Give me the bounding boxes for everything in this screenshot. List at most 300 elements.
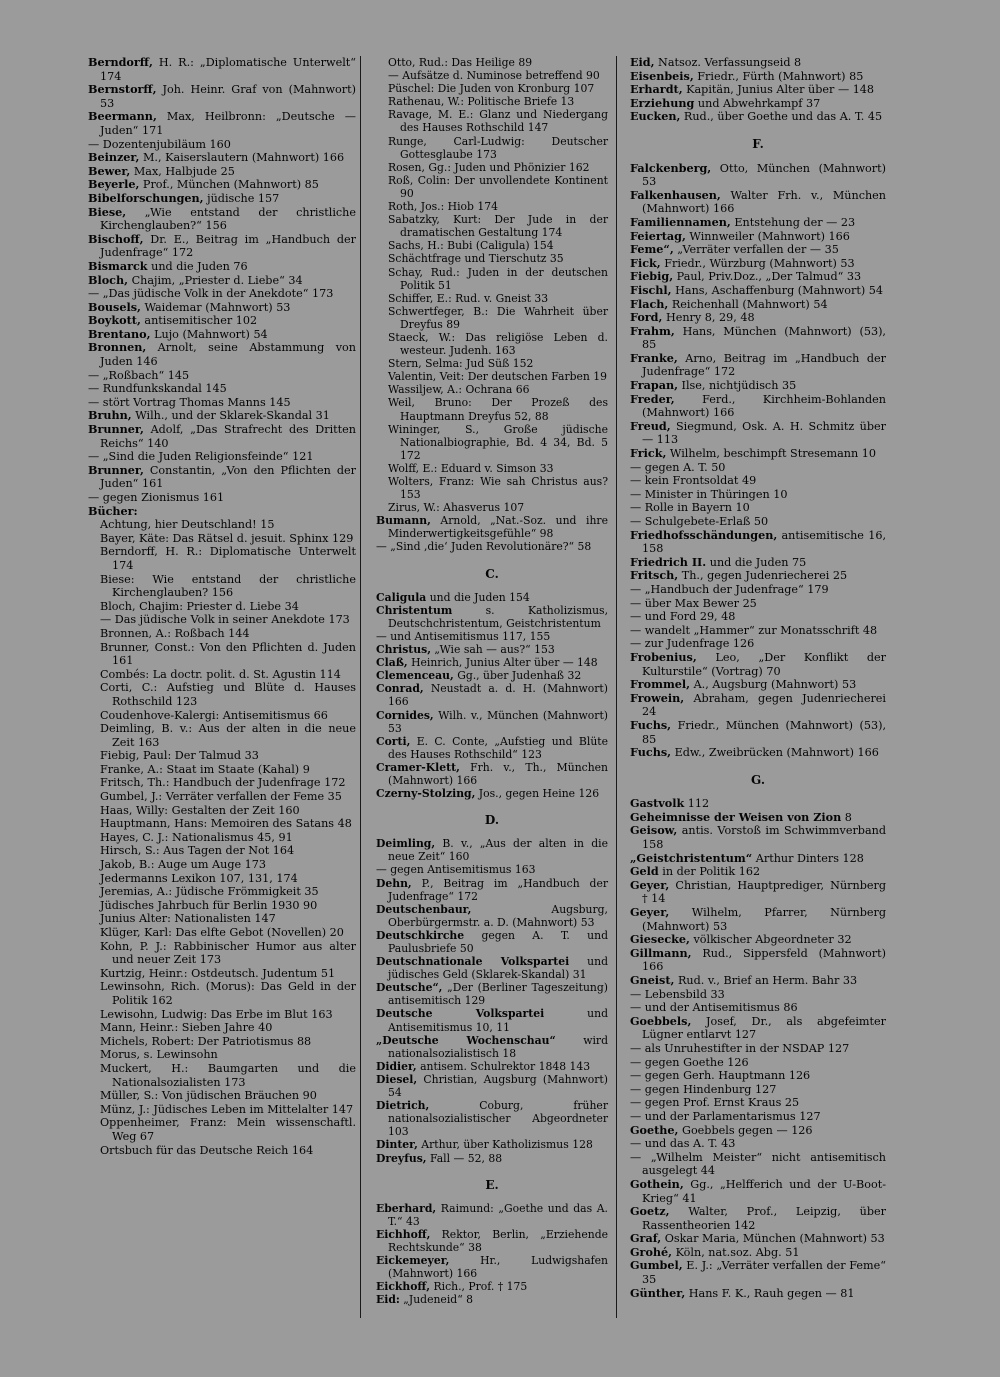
entry-text: — Schulgebete-Erlaß 50	[630, 515, 769, 528]
index-entry	[630, 216, 886, 230]
index-entry	[630, 824, 886, 851]
index-entry	[88, 423, 356, 450]
entry-text: — gegen Gerh. Hauptmann 126	[630, 1069, 811, 1083]
index-entry	[630, 879, 886, 906]
entry-text: und die Juden 154	[426, 590, 530, 604]
entry-heading: Bücher:	[88, 503, 138, 518]
index-entry	[376, 682, 608, 708]
entry-text: gegen A. T. und Paulusbriefe 50	[388, 928, 608, 955]
entry-heading: Geyer,	[630, 905, 670, 920]
entry-text: Hr., Ludwigshafen (Mahnwort) 166	[388, 1254, 608, 1281]
entry-text: Leo, „Der Konflikt der Kulturstile“ (Vortrag) 70	[642, 650, 886, 678]
index-entry	[630, 1246, 886, 1260]
entry-heading: Fischl,	[630, 282, 672, 297]
entry-text: antisemitischer 102	[140, 314, 258, 328]
entry-heading: Bloch,	[88, 272, 129, 287]
index-entry	[630, 474, 886, 488]
index-entry	[376, 423, 608, 462]
entry-heading: Eucken,	[630, 109, 681, 124]
entry-heading: Dehn,	[376, 876, 412, 890]
index-entry	[88, 274, 356, 288]
index-entry	[88, 831, 356, 845]
entry-text: Jakob, B.: Auge um Auge 173	[100, 858, 267, 872]
index-entry	[630, 556, 886, 570]
entry-text: 112	[684, 797, 710, 811]
entry-heading: Brentano,	[88, 326, 151, 341]
entry-text: P., Beitrag im „Handbuch der Judenfrage“ 172	[388, 876, 608, 903]
entry-text: Henry 8, 29, 48	[662, 311, 755, 325]
index-entry	[376, 1152, 608, 1165]
entry-text: Bloch, Chajim: Priester d. Liebe 34	[100, 599, 299, 613]
entry-text: — und der Parlamentarismus 127	[630, 1109, 821, 1123]
entry-text: Kapitän, Junius Alter über — 148	[682, 83, 875, 97]
index-entry	[630, 719, 886, 746]
index-entry	[88, 980, 356, 1007]
entry-text: Ferd., Kirchheim-Bohlanden (Mahnwort) 166	[642, 392, 886, 420]
index-entry	[88, 600, 356, 614]
entry-text: Schay, Rud.: Juden in der deutschen Politik 51	[388, 265, 608, 292]
entry-text: Klüger, Karl: Das elfte Gebot (Novellen) 20	[100, 926, 344, 939]
index-entry	[88, 573, 356, 600]
entry-text: — kein Frontsoldat 49	[630, 474, 757, 488]
entry-text: Michels, Robert: Der Patriotismus 88	[100, 1034, 312, 1048]
entry-text: — gegen Hindenburg 127	[630, 1082, 777, 1096]
entry-heading: Brunner,	[88, 422, 144, 437]
entry-text: — Rundfunkskandal 145	[88, 382, 227, 396]
entry-text: Köln, nat.soz. Abg. 51	[672, 1245, 800, 1259]
entry-text: Muckert, H.: Baumgarten und die Nationalsozialisten 173	[100, 1061, 356, 1089]
index-entry	[88, 940, 356, 967]
entry-text: 8	[841, 810, 852, 824]
index-entry	[630, 988, 886, 1002]
index-entry	[630, 1137, 886, 1151]
index-entry	[88, 287, 356, 301]
index-entry	[630, 110, 886, 124]
entry-text: E. J.: „Verräter verfallen der Feme“ 35	[642, 1259, 886, 1287]
index-entry	[88, 491, 356, 505]
index-entry	[88, 1035, 356, 1049]
index-entry	[376, 669, 608, 682]
column-divider	[360, 56, 361, 1318]
entry-heading: Corti,	[376, 734, 411, 748]
index-entry	[376, 540, 608, 553]
index-entry	[88, 790, 356, 804]
entry-heading: Deutsche“,	[376, 981, 443, 995]
index-entry	[376, 929, 608, 955]
entry-heading: Beinzer,	[88, 150, 140, 165]
entry-text: — Dozentenjubiläum 160	[88, 137, 231, 151]
index-entry	[630, 933, 886, 947]
entry-text: Abraham, gegen Judenriecherei 24	[642, 691, 886, 719]
entry-text: Siegmund, Osk. A. H. Schmitz über — 113	[642, 419, 886, 447]
entry-heading: Giesecke,	[630, 932, 690, 947]
entry-text: Otto, München (Mahnwort) 53	[642, 161, 886, 189]
index-entry	[88, 83, 356, 110]
entry-text: Deimling, B. v.: Aus der alten in die neue Zeit 163	[100, 722, 356, 749]
entry-text: Fiebig, Paul: Der Talmud 33	[100, 749, 259, 763]
entry-text: Jüdisches Jahrbuch für Berlin 1930 90	[100, 898, 318, 912]
entry-heading: Bousels,	[88, 299, 141, 314]
index-entry	[376, 357, 608, 370]
index-entry	[630, 906, 886, 933]
entry-heading: Frobenius,	[630, 649, 697, 664]
entry-heading: „Geistchristentum“	[630, 850, 753, 865]
index-column-2	[376, 56, 608, 1306]
index-entry	[630, 83, 886, 97]
entry-text: Augsburg, Oberbürgermstr. a. D. (Mahnwort) 53	[388, 902, 608, 929]
entry-text: Joh. Heinr. Graf von (Mahnwort) 53	[100, 83, 356, 110]
entry-heading: Günther,	[630, 1285, 686, 1300]
index-entry	[88, 178, 356, 192]
entry-heading: Bruhn,	[88, 408, 132, 423]
index-entry	[88, 110, 356, 137]
entry-text: Josef, Dr., als abgefeimter Lügner entlarvt 127	[642, 1014, 886, 1042]
entry-heading: Eickemeyer,	[376, 1254, 450, 1268]
entry-text: Schiffer, E.: Rud. v. Gneist 33	[388, 291, 549, 305]
entry-heading: Gothein,	[630, 1176, 684, 1191]
index-entry	[88, 505, 356, 519]
entry-text: Hans, Aschaffenburg (Mahnwort) 54	[671, 283, 884, 297]
index-entry	[88, 844, 356, 858]
index-entry	[88, 206, 356, 233]
entry-text: — Minister in Thüringen 10	[630, 487, 788, 501]
entry-text: Lujo (Mahnwort) 54	[150, 327, 268, 341]
entry-text: Kurtzig, Heinr.: Ostdeutsch. Judentum 51	[100, 966, 336, 980]
section-letter: E.	[485, 1177, 499, 1192]
entry-text: antis. Vorstoß im Schwimmverband 158	[642, 824, 886, 852]
index-entry	[376, 787, 608, 800]
entry-text: Walter Frh. v., München (Mahnwort) 166	[642, 188, 886, 216]
index-entry	[630, 692, 886, 719]
entry-text: Dr. E., Beitrag im „Handbuch der Judenfrage“ 172	[100, 232, 356, 260]
entry-text: Schächtfrage und Tierschutz 35	[388, 252, 564, 266]
entry-text: Wilhelm, beschimpft Stresemann 10	[666, 447, 877, 461]
index-entry	[630, 1069, 886, 1083]
index-entry	[88, 763, 356, 777]
entry-text: Junius Alter: Nationalisten 147	[100, 912, 276, 926]
index-entry	[630, 501, 886, 515]
index-entry	[630, 257, 886, 271]
entry-text: Max, Halbjude 25	[130, 164, 235, 178]
entry-text: Morus, s. Lewinsohn	[100, 1048, 218, 1062]
entry-text: Christian, Augsburg (Mahnwort) 54	[388, 1072, 608, 1100]
entry-heading: Fiebig,	[630, 269, 674, 284]
index-entry	[88, 668, 356, 682]
entry-text: Ravage, M. E.: Glanz und Niedergang des Hauses Rothschild 147	[388, 108, 608, 135]
entry-text: Prof., München (Mahnwort) 85	[139, 178, 319, 192]
entry-heading: Frahm,	[630, 323, 675, 338]
index-entry	[630, 1042, 886, 1056]
index-entry	[376, 239, 608, 252]
entry-heading: „Deutsche Wochenschau“	[376, 1033, 556, 1047]
entry-text: Wolff, E.: Eduard v. Simson 33	[388, 461, 554, 475]
entry-heading: Deutschenbaur,	[376, 902, 472, 916]
entry-heading: Christus,	[376, 643, 431, 657]
entry-text: — Das jüdische Volk in seiner Anekdote 173	[100, 613, 350, 627]
index-entry	[376, 1202, 608, 1228]
index-entry	[376, 135, 608, 161]
entry-text: antisem. Schulrektor 1848 143	[416, 1059, 591, 1073]
entry-heading: Gumbel,	[630, 1258, 683, 1273]
index-entry	[88, 1062, 356, 1089]
entry-heading: Bronnen,	[88, 340, 147, 355]
index-entry	[88, 233, 356, 260]
index-entry	[88, 382, 356, 396]
index-entry	[88, 328, 356, 342]
entry-heading: Bernstorff,	[88, 82, 157, 97]
entry-text: Hirsch, S.: Aus Tagen der Not 164	[100, 844, 295, 858]
entry-text: — „Wilhelm Meister“ nicht antisemitisch ausgelegt 44	[630, 1150, 886, 1178]
entry-heading: Boykott,	[88, 313, 141, 328]
index-entry	[376, 1060, 608, 1073]
index-entry	[88, 396, 356, 410]
index-entry	[88, 464, 356, 491]
index-entry	[630, 1001, 886, 1015]
index-entry	[88, 709, 356, 723]
entry-text: — als Unruhestifter in der NSDAP 127	[630, 1041, 850, 1055]
entry-text: Rud., über Goethe und das A. T. 45	[680, 110, 883, 124]
index-entry	[630, 488, 886, 502]
index-entry	[630, 1287, 886, 1301]
index-entry	[88, 1116, 356, 1143]
entry-text: Gg., „Helfferich und der U-Boot-Krieg“ 41	[642, 1177, 886, 1205]
entry-text: Weil, Bruno: Der Prozeß des Hauptmann Dreyfus 52, 88	[388, 396, 608, 423]
index-entry	[88, 341, 356, 368]
entry-text: Fritsch, Th.: Handbuch der Judenfrage 172	[100, 776, 346, 790]
index-entry	[376, 1099, 608, 1138]
index-entry	[630, 311, 886, 325]
index-entry	[88, 967, 356, 981]
index-entry	[630, 651, 886, 678]
entry-heading: Frapan,	[630, 378, 678, 393]
index-entry	[630, 974, 886, 988]
index-entry	[376, 1007, 608, 1033]
index-entry	[88, 151, 356, 165]
index-entry	[376, 591, 608, 604]
index-entry	[630, 70, 886, 84]
index-entry	[630, 1015, 886, 1042]
entry-text: Ilse, nichtjüdisch 35	[678, 379, 797, 393]
entry-heading: Eid,	[630, 55, 655, 69]
entry-text: Coburg, früher nationalsozialistischer Abgeordneter 103	[388, 1099, 608, 1139]
index-entry	[376, 69, 608, 82]
index-entry	[630, 746, 886, 760]
index-entry	[88, 1144, 356, 1158]
index-entry	[376, 501, 608, 514]
entry-text: — und das A. T. 43	[630, 1137, 736, 1151]
entry-text: Jedermanns Lexikon 107, 131, 174	[100, 871, 298, 885]
entry-heading: Ford,	[630, 310, 663, 325]
index-entry	[376, 305, 608, 331]
index-entry	[376, 761, 608, 787]
entry-text: Max, Heilbronn: „Deutsche — Juden“ 171	[100, 110, 356, 137]
entry-text: — Aufsätze d. Numinose betreffend 90	[388, 69, 600, 83]
entry-text: Staeck, W.: Das religiöse Leben d. westeur. Judenh. 163	[388, 330, 608, 358]
entry-text: „Judeneid“ 8	[399, 1293, 474, 1307]
entry-text: Hans F. K., Rauh gegen — 81	[685, 1286, 855, 1300]
entry-text: — „Handbuch der Judenfrage“ 179	[630, 582, 829, 596]
entry-heading: Falkenhausen,	[630, 187, 721, 202]
entry-text: Biese: Wie entstand der christliche Kirchenglauben? 156	[100, 572, 356, 600]
index-entry	[376, 863, 608, 876]
entry-text: Entstehung der — 23	[730, 215, 856, 229]
entry-heading: Caligula	[376, 590, 427, 604]
entry-text: Rich., Prof. † 175	[430, 1280, 528, 1294]
entry-text: — „Sind ,die‘ Juden Revolutionäre?“ 58	[376, 540, 592, 554]
entry-text: Adolf, „Das Strafrecht des Dritten Reichs“ 140	[100, 423, 356, 450]
index-entry	[376, 903, 608, 929]
entry-heading: Deimling,	[376, 837, 436, 851]
entry-text: Wilh. v., München (Mahnwort) 53	[388, 708, 608, 735]
index-entry	[376, 1254, 608, 1280]
index-entry	[88, 314, 356, 328]
index-entry	[630, 1083, 886, 1097]
entry-heading: Eichhoff,	[376, 1227, 431, 1241]
entry-heading: Dreyfus,	[376, 1151, 427, 1165]
entry-text: Lewinsohn, Rich. (Morus): Das Geld in der Politik 162	[100, 980, 356, 1007]
index-entry	[88, 56, 356, 83]
entry-text: Sachs, H.: Bubi (Caligula) 154	[388, 239, 554, 253]
index-entry	[630, 529, 886, 556]
entry-text: Gg., über Judenhaß 32	[453, 669, 582, 683]
entry-heading: Bewer,	[88, 163, 131, 178]
index-column-3	[630, 56, 886, 1300]
index-entry	[630, 1096, 886, 1110]
entry-text: Runge, Carl-Ludwig: Deutscher Gottesglaube 173	[388, 134, 608, 161]
entry-text: Hayes, C. J.: Nationalismus 45, 91	[100, 830, 293, 844]
entry-text: A., Augsburg (Mahnwort) 53	[690, 678, 857, 692]
entry-text: antisemitische 16, 158	[642, 528, 886, 556]
entry-text: Rud. v., Brief an Herm. Bahr 33	[674, 974, 858, 987]
entry-heading: Eisenbeis,	[630, 68, 694, 83]
entry-text: — gegen Prof. Ernst Kraus 25	[630, 1096, 800, 1110]
entry-heading: Gneist,	[630, 973, 675, 987]
index-entry	[630, 461, 886, 475]
index-entry	[630, 610, 886, 624]
entry-heading: Eid:	[376, 1293, 400, 1307]
index-entry	[88, 613, 356, 627]
entry-heading: Goethe,	[630, 1122, 679, 1137]
entry-text: Th., gegen Judenriecherei 25	[678, 569, 848, 583]
index-entry	[630, 270, 886, 284]
entry-heading: Christentum	[376, 603, 453, 617]
index-entry	[630, 865, 886, 879]
entry-text: Roth, Jos.: Hiob 174	[388, 200, 498, 214]
entry-heading: Friedrich II.	[630, 554, 707, 569]
entry-text: Friedr., Fürth (Mahnwort) 85	[693, 69, 864, 83]
entry-text: Valentin, Veit: Der deutschen Farben 19	[388, 370, 608, 384]
entry-text: Wilhelm, Pfarrer, Nürnberg (Mahnwort) 53	[642, 906, 886, 933]
index-entry	[88, 369, 356, 383]
entry-text: — und der Antisemitismus 86	[630, 1001, 798, 1015]
index-entry	[376, 213, 608, 239]
entry-text: Stern, Selma: Jud Süß 152	[388, 357, 534, 371]
entry-text: Raimund: „Goethe und das A. T.“ 43	[388, 1201, 608, 1228]
entry-text: Schwertfeger, B.: Die Wahrheit über Dreyfus 89	[388, 304, 608, 331]
index-entry	[630, 420, 886, 447]
index-entry	[630, 230, 886, 244]
index-entry	[630, 298, 886, 312]
entry-heading: Franke,	[630, 350, 678, 365]
index-entry	[376, 200, 608, 213]
entry-heading: Goebbels,	[630, 1013, 692, 1028]
entry-text: und Antisemitismus 10, 11	[388, 1007, 608, 1034]
entry-text: Lewisohn, Ludwig: Das Erbe im Blut 163	[100, 1007, 333, 1021]
entry-heading: Cornides,	[376, 708, 434, 722]
entry-heading: Dinter,	[376, 1138, 418, 1152]
index-entry	[88, 165, 356, 179]
entry-heading: Deutschnationale Volkspartei	[376, 955, 570, 969]
entry-text: Arthur, über Katholizismus 128	[417, 1138, 593, 1152]
index-entry	[88, 872, 356, 886]
index-entry	[630, 1151, 886, 1178]
index-entry	[630, 56, 886, 70]
entry-text: — gegen Antisemitismus 163	[376, 863, 536, 877]
index-entry	[376, 630, 608, 643]
entry-text: B. v., „Aus der alten in die neue Zeit“ 160	[388, 837, 608, 864]
entry-text: Arno, Beitrag im „Handbuch der Judenfrage“ 172	[642, 351, 886, 379]
entry-text: Achtung, hier Deutschland! 15	[100, 518, 275, 532]
entry-text: Müller, S.: Von jüdischen Bräuchen 90	[100, 1089, 317, 1103]
entry-text: Rosen, Gg.: Juden und Phönizier 162	[388, 160, 590, 174]
entry-heading: Bischoff,	[88, 231, 144, 246]
entry-heading: Czerny-Stolzing,	[376, 787, 476, 801]
entry-heading: Fuchs,	[630, 745, 672, 760]
entry-text: Otto, Rud.: Das Heilige 89	[388, 56, 533, 69]
index-entry	[630, 597, 886, 611]
section-letter: G.	[751, 772, 765, 787]
entry-text: Natsoz. Verfassungseid 8	[654, 56, 802, 69]
index-entry	[88, 545, 356, 572]
entry-text: „Wie entstand der christliche Kirchenglauben?“ 156	[100, 205, 356, 233]
entry-text: Sabatzky, Kurt: Der Jude in der dramatischen Gestaltung 174	[388, 213, 608, 240]
index-entry	[630, 1259, 886, 1286]
entry-text: — gegen Goethe 126	[630, 1055, 749, 1069]
entry-text: Frh. v., Th., München (Mahnwort) 166	[388, 760, 608, 787]
index-entry	[630, 1205, 886, 1232]
entry-text: Wilh., und der Sklarek-Skandal 31	[131, 409, 330, 423]
entry-heading: Cramer-Klett,	[376, 760, 460, 774]
entry-text: Neustadt a. d. H. (Mahnwort) 166	[388, 682, 608, 709]
index-entry	[630, 379, 886, 393]
entry-heading: Deutsche Volkspartei	[376, 1007, 545, 1021]
entry-heading: Friedhofsschändungen,	[630, 527, 778, 542]
entry-text: Goebbels gegen — 126	[678, 1123, 813, 1137]
index-entry	[376, 656, 608, 669]
index-column-1	[88, 56, 356, 1157]
index-entry	[376, 82, 608, 95]
index-entry	[630, 284, 886, 298]
index-entry	[88, 1021, 356, 1035]
entry-text: Brunner, Const.: Von den Pflichten d. Juden 161	[100, 640, 356, 668]
index-entry	[630, 624, 886, 638]
index-entry	[88, 899, 356, 913]
index-entry	[630, 352, 886, 379]
entry-text: wird nationalsozialistisch 18	[388, 1033, 609, 1060]
index-entry	[630, 162, 886, 189]
entry-heading: Familiennamen,	[630, 214, 731, 229]
index-entry	[630, 583, 886, 597]
entry-text: Ortsbuch für das Deutsche Reich 164	[100, 1143, 314, 1157]
index-entry	[376, 95, 608, 108]
entry-text: und die Juden 76	[147, 259, 248, 273]
index-entry	[376, 1280, 608, 1293]
index-entry	[88, 912, 356, 926]
entry-text: Paul, Priv.Doz., „Der Talmud“ 33	[673, 270, 862, 284]
entry-text: Oppenheimer, Franz: Mein wissenschaftl. Weg 67	[100, 1116, 356, 1143]
entry-heading: Frowein,	[630, 690, 685, 705]
entry-text: — stört Vortrag Thomas Manns 145	[88, 395, 291, 409]
